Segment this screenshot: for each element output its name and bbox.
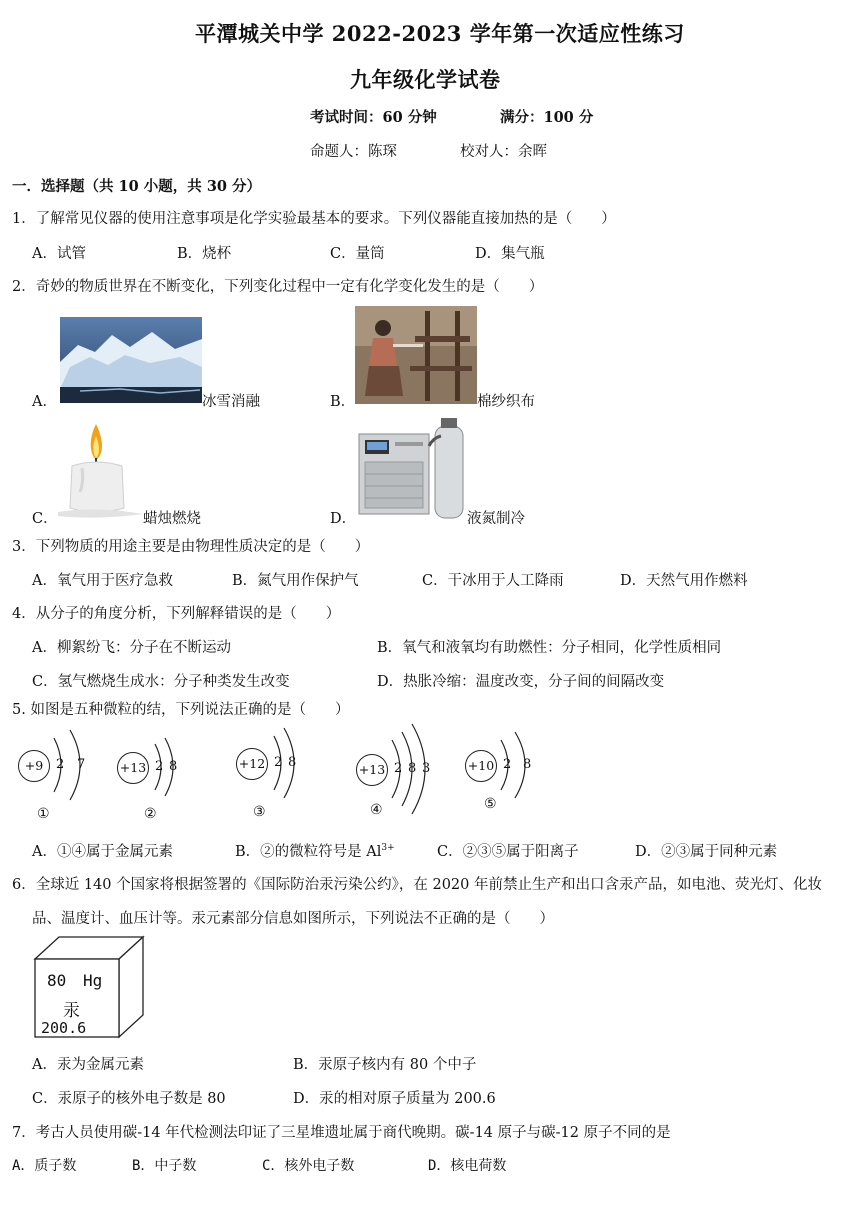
q2-option-d-letter: D． (330, 511, 357, 527)
nucleus: +9 (18, 750, 50, 782)
weaving-image (355, 306, 477, 404)
atom-label-1: ① (37, 806, 50, 822)
shell-electrons: 2 (394, 761, 403, 776)
atom-label-2: ② (144, 806, 157, 822)
charge-superscript: 3+ (381, 843, 395, 854)
q1-option-c: C．量筒 (330, 246, 385, 262)
q3-option-a: A．氧气用于医疗急救 (32, 573, 173, 589)
q2-option-a-letter: A． (32, 394, 57, 410)
q2-option-c-letter: C． (32, 511, 58, 527)
q5-option-c: C．②③⑤属于阳离子 (437, 844, 579, 860)
q4-option-b: B．氧气和液氧均有助燃性：分子相同，化学性质相同 (377, 640, 722, 656)
q3-option-d: D．天然气用作燃料 (620, 573, 748, 589)
q5-option-a: A．①④属于金属元素 (32, 844, 173, 860)
mercury-element-card (33, 933, 145, 1041)
page-subtitle: 九年级化学试卷 (350, 67, 501, 92)
shell-electrons: 2 (274, 755, 283, 770)
q7-option-d: D．核电荷数 (428, 1158, 507, 1174)
liquid-nitrogen-machine-image (355, 416, 467, 521)
shell-electrons: 8 (288, 755, 297, 770)
element-name: 汞 (63, 1001, 80, 1021)
question-4-stem: 4．从分子的角度分析，下列解释错误的是（ ） (12, 606, 341, 622)
question-7-stem: 7．考古人员使用碳-14 年代检测法印证了三星堆遗址属于商代晚期。碳-14 原子与碳-12 原子不同的是 (12, 1125, 671, 1141)
atom-label-3: ③ (253, 804, 266, 820)
nucleus: +13 (356, 754, 388, 786)
candle-image (58, 420, 143, 520)
question-6-stem-line2: 品、温度计、血压计等。汞元素部分信息如图所示，下列说法不正确的是（ ） (32, 911, 554, 927)
q6-option-d: D．汞的相对原子质量为 200.6 (293, 1091, 496, 1107)
q5-option-d: D．②③属于同种元素 (635, 844, 778, 860)
full-score: 满分：100 分 (500, 109, 594, 126)
question-6-stem-line1: 6．全球近 140 个国家将根据签署的《国际防治汞污染公约》，在 2020 年前禁止生产和出口含汞产品，如电池、荧光灯、化妆 (12, 877, 822, 893)
q7-option-c: C．核外电子数 (262, 1158, 355, 1174)
ice-melting-image (60, 317, 202, 403)
q3-option-b: B．氮气用作保护气 (232, 573, 359, 589)
question-2-stem: 2．奇妙的物质世界在不断变化，下列变化过程中一定有化学变化发生的是（ ） (12, 279, 544, 295)
shell-electrons: 8 (523, 757, 532, 772)
q2-option-b-letter: B． (330, 394, 356, 410)
nucleus: +10 (465, 750, 497, 782)
element-symbol: Hg (83, 971, 103, 990)
q5-option-b (235, 840, 395, 861)
page-title: 平潭城关中学 2022-2023 学年第一次适应性练习 (195, 21, 685, 46)
section-heading: 一．选择题（共 10 小题，共 30 分） (12, 178, 262, 195)
question-5-stem: 5. 如图是五种微粒的结，下列说法正确的是（ ） (12, 702, 350, 718)
q4-option-c: C．氢气燃烧生成水：分子种类发生改变 (32, 674, 290, 690)
shell-electrons: 2 (155, 759, 164, 774)
q1-option-d: D．集气瓶 (475, 246, 545, 262)
atomic-number: 80 (47, 971, 67, 990)
nucleus: +13 (117, 752, 149, 784)
q6-option-b: B．汞原子核内有 80 个中子 (293, 1057, 477, 1073)
author: 命题人：陈琛 (310, 144, 397, 160)
q2-caption-b: 棉纱织布 (477, 394, 535, 410)
q2-caption-c: 蜡烛燃烧 (143, 511, 201, 527)
question-1-stem: 1．了解常见仪器的使用注意事项是化学实验最基本的要求。下列仪器能直接加热的是（ ） (12, 211, 616, 227)
q7-option-b: B．中子数 (132, 1158, 197, 1174)
q6-option-a: A．汞为金属元素 (32, 1057, 144, 1073)
q3-option-c: C．干冰用于人工降雨 (422, 573, 564, 589)
nucleus: +12 (236, 748, 268, 780)
q2-caption-d: 液氮制冷 (467, 511, 525, 527)
shell-electrons: 8 (408, 761, 417, 776)
q7-option-a: A．质子数 (12, 1158, 77, 1174)
shell-electrons: 2 (56, 757, 65, 772)
shell-electrons: 8 (169, 759, 178, 774)
shell-electrons: 2 (503, 757, 512, 772)
q4-option-d: D．热胀冷缩：温度改变，分子间的间隔改变 (377, 674, 665, 690)
atomic-mass: 200.6 (41, 1019, 87, 1037)
q6-option-c: C．汞原子的核外电子数是 80 (32, 1091, 226, 1107)
atom-label-4: ④ (370, 802, 383, 818)
q1-option-a: A．试管 (32, 246, 86, 262)
q1-option-b: B．烧杯 (177, 246, 232, 262)
atom-label-5: ⑤ (484, 796, 497, 812)
question-3-stem: 3．下列物质的用途主要是由物理性质决定的是（ ） (12, 539, 370, 555)
exam-time: 考试时间：60 分钟 (310, 109, 437, 126)
q4-option-a: A．柳絮纷飞：分子在不断运动 (32, 640, 231, 656)
shell-electrons: 7 (77, 757, 86, 772)
q2-caption-a: 冰雪消融 (202, 394, 260, 410)
q5-option-b-text: B．②的微粒符号是 Al (235, 844, 382, 860)
checker: 校对人：余晖 (460, 144, 547, 160)
shell-electrons: 3 (422, 761, 431, 776)
